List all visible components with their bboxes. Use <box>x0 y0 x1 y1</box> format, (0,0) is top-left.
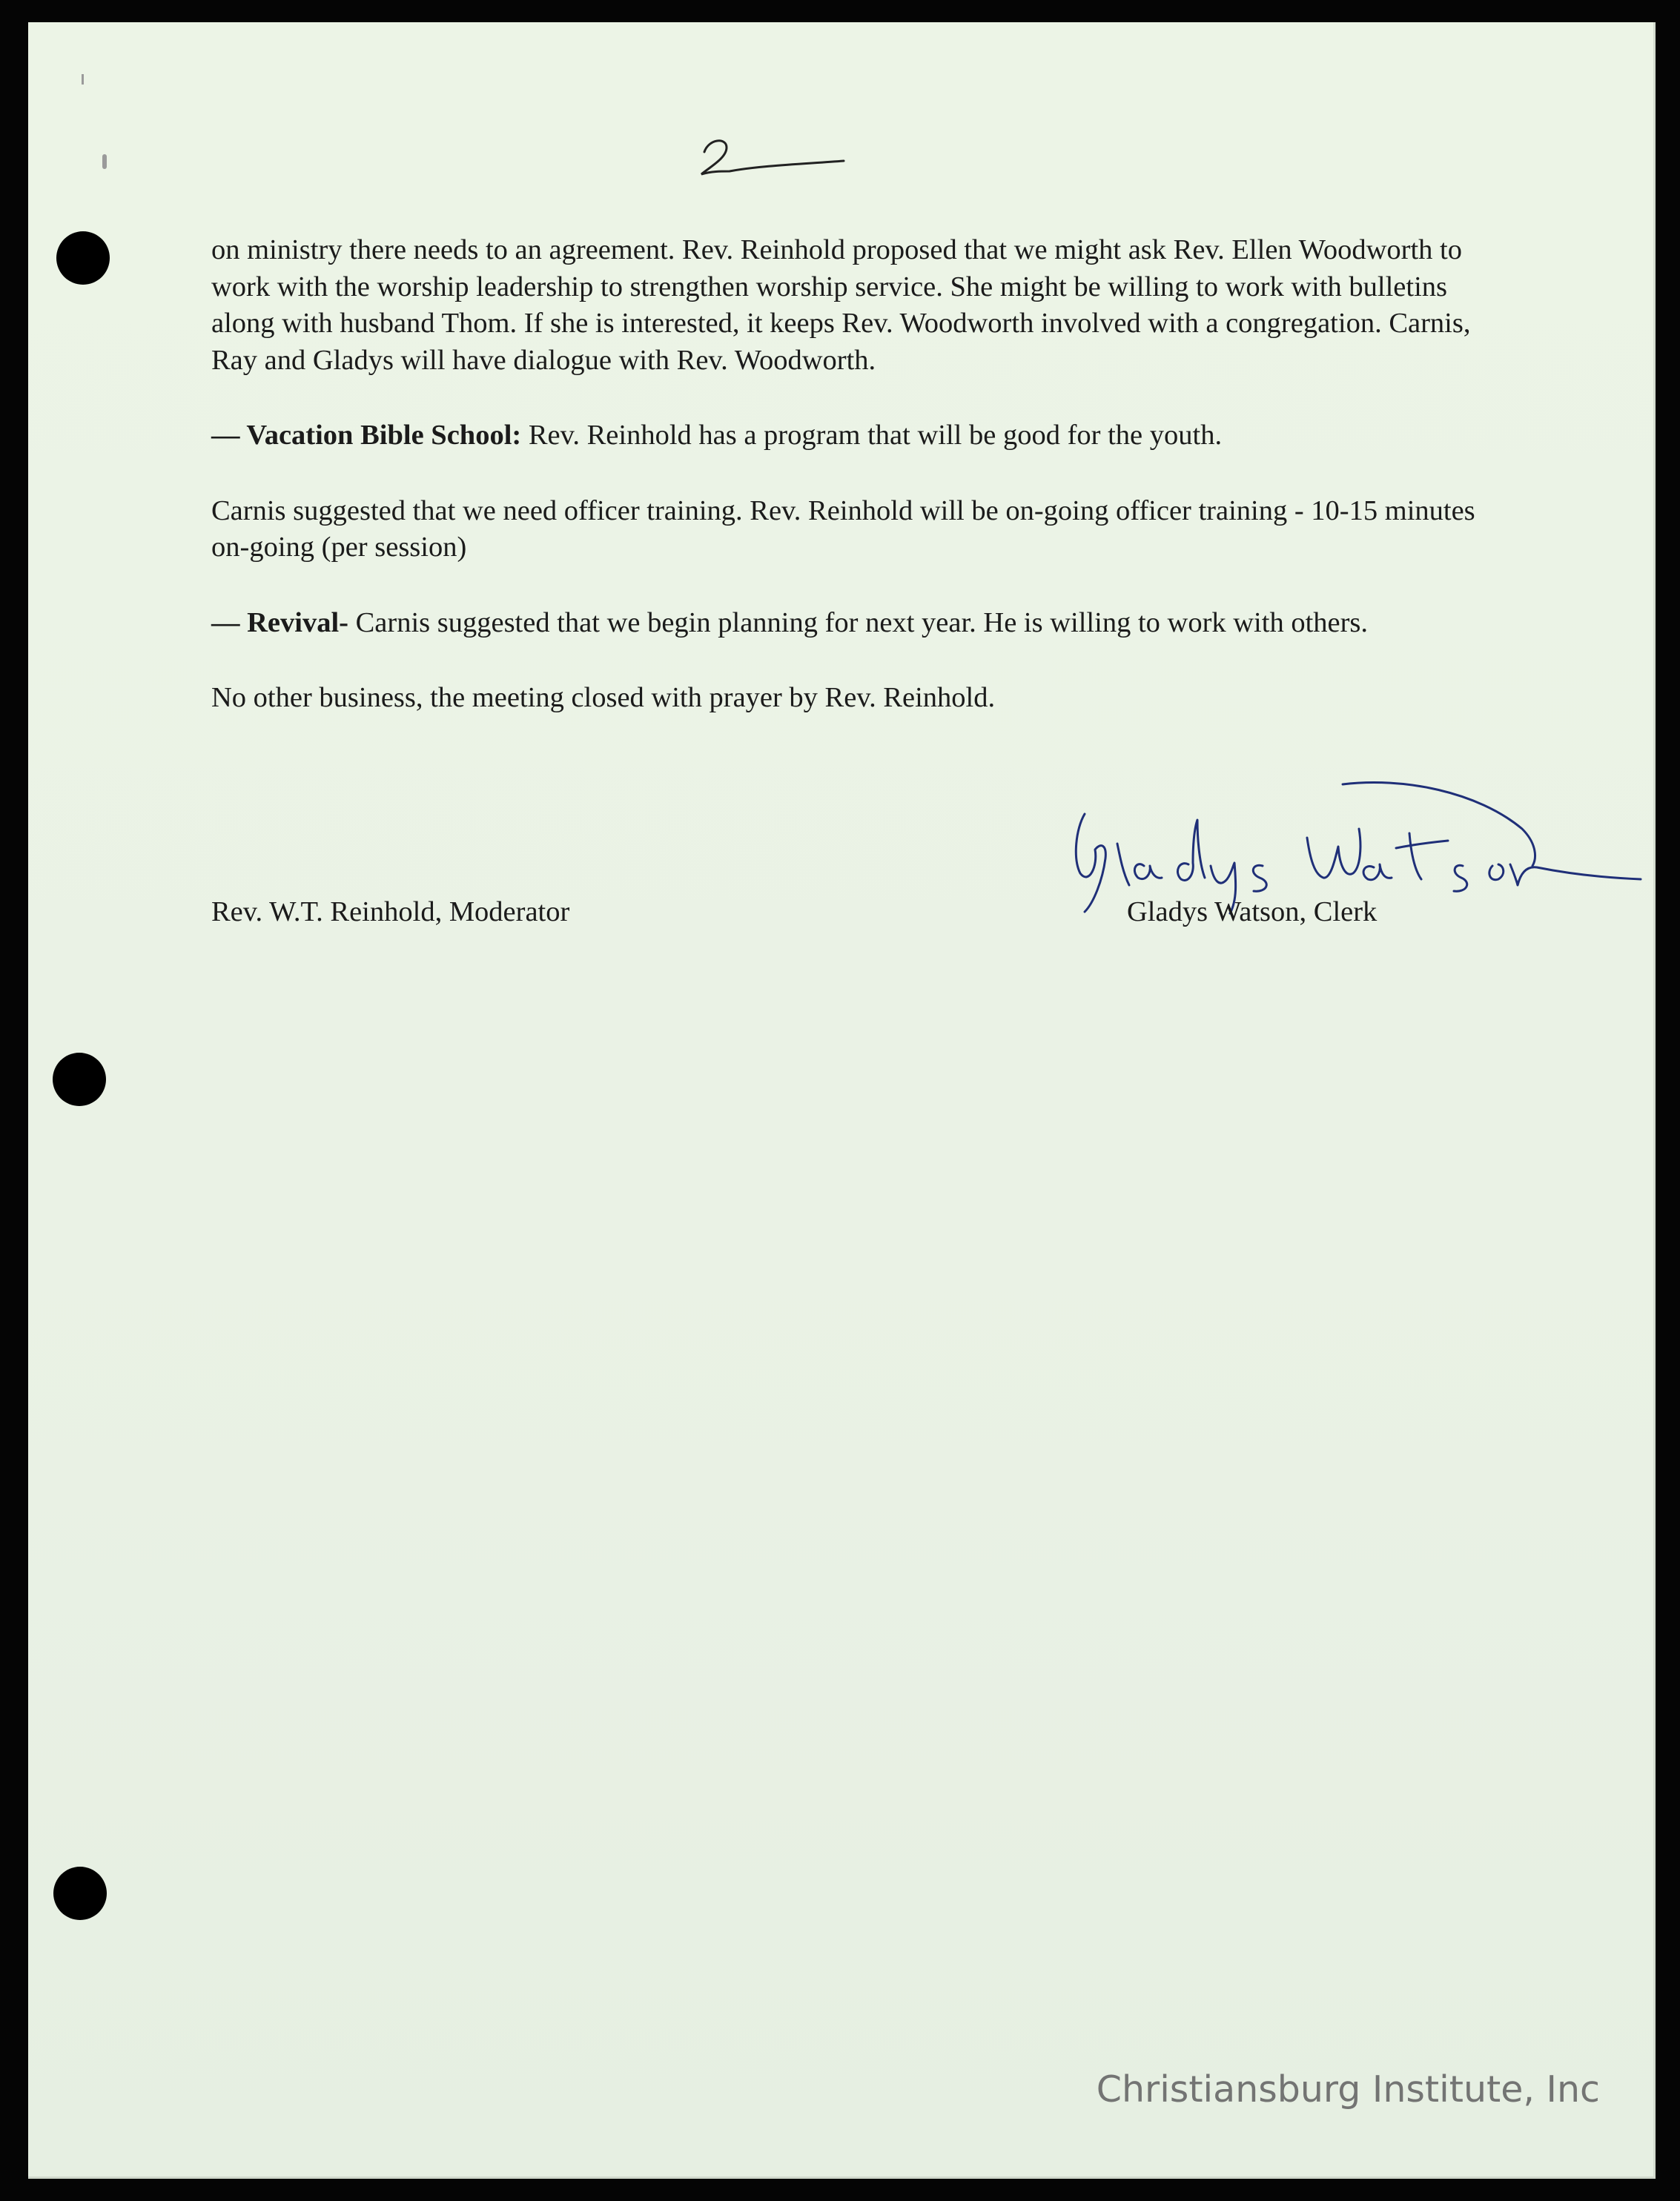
binder-hole <box>56 231 110 285</box>
paragraph-ministry <box>211 232 1501 379</box>
moderator-signature-line: Rev. W.T. Reinhold, Moderator <box>211 896 570 927</box>
page-number-drawing <box>695 122 866 189</box>
section-heading: — Vacation Bible School: <box>211 420 522 451</box>
binder-hole <box>53 1053 106 1106</box>
paragraph-closing <box>211 680 1501 717</box>
paragraph-revival <box>211 605 1501 642</box>
paragraph-text: Carnis suggested that we need officer training. Rev. Reinhold will be on-going officer training - 10-15 minutes on-going (per session) <box>211 494 1475 563</box>
paragraph-text: No other business, the meeting closed with prayer by Rev. Reinhold. <box>211 682 996 713</box>
paragraph-vacation-bible-school <box>211 417 1501 454</box>
paper-mark <box>82 74 84 85</box>
section-heading: — Revival- <box>211 606 348 638</box>
paragraph-text: Rev. Reinhold has a program that will be good for the youth. <box>521 420 1223 451</box>
binder-hole <box>53 1867 107 1920</box>
paragraph-officer-training <box>211 493 1501 566</box>
paragraph-text: on ministry there needs to an agreement. Rev. Reinhold proposed that we might ask Rev. Ellen Woodworth to work with the worship leadership to strengthen worship service. She might be willing to work with bulletins along with husband Thom. If she is interested, it keeps Rev. Woodworth involved with a congregation. Carnis, Ray and Gladys will have dialogue with Rev. Woodworth. <box>211 234 1471 376</box>
minutes-body <box>211 232 1501 717</box>
paragraph-text: Carnis suggested that we begin planning for next year. He is willing to work with others. <box>348 606 1369 638</box>
archive-watermark: Christiansburg Institute, Inc <box>1096 2068 1600 2111</box>
paper-mark <box>102 154 107 169</box>
handwritten-page-number <box>695 122 866 189</box>
clerk-signature-line: Gladys Watson, Clerk <box>1127 896 1378 927</box>
document-page <box>28 22 1656 2179</box>
